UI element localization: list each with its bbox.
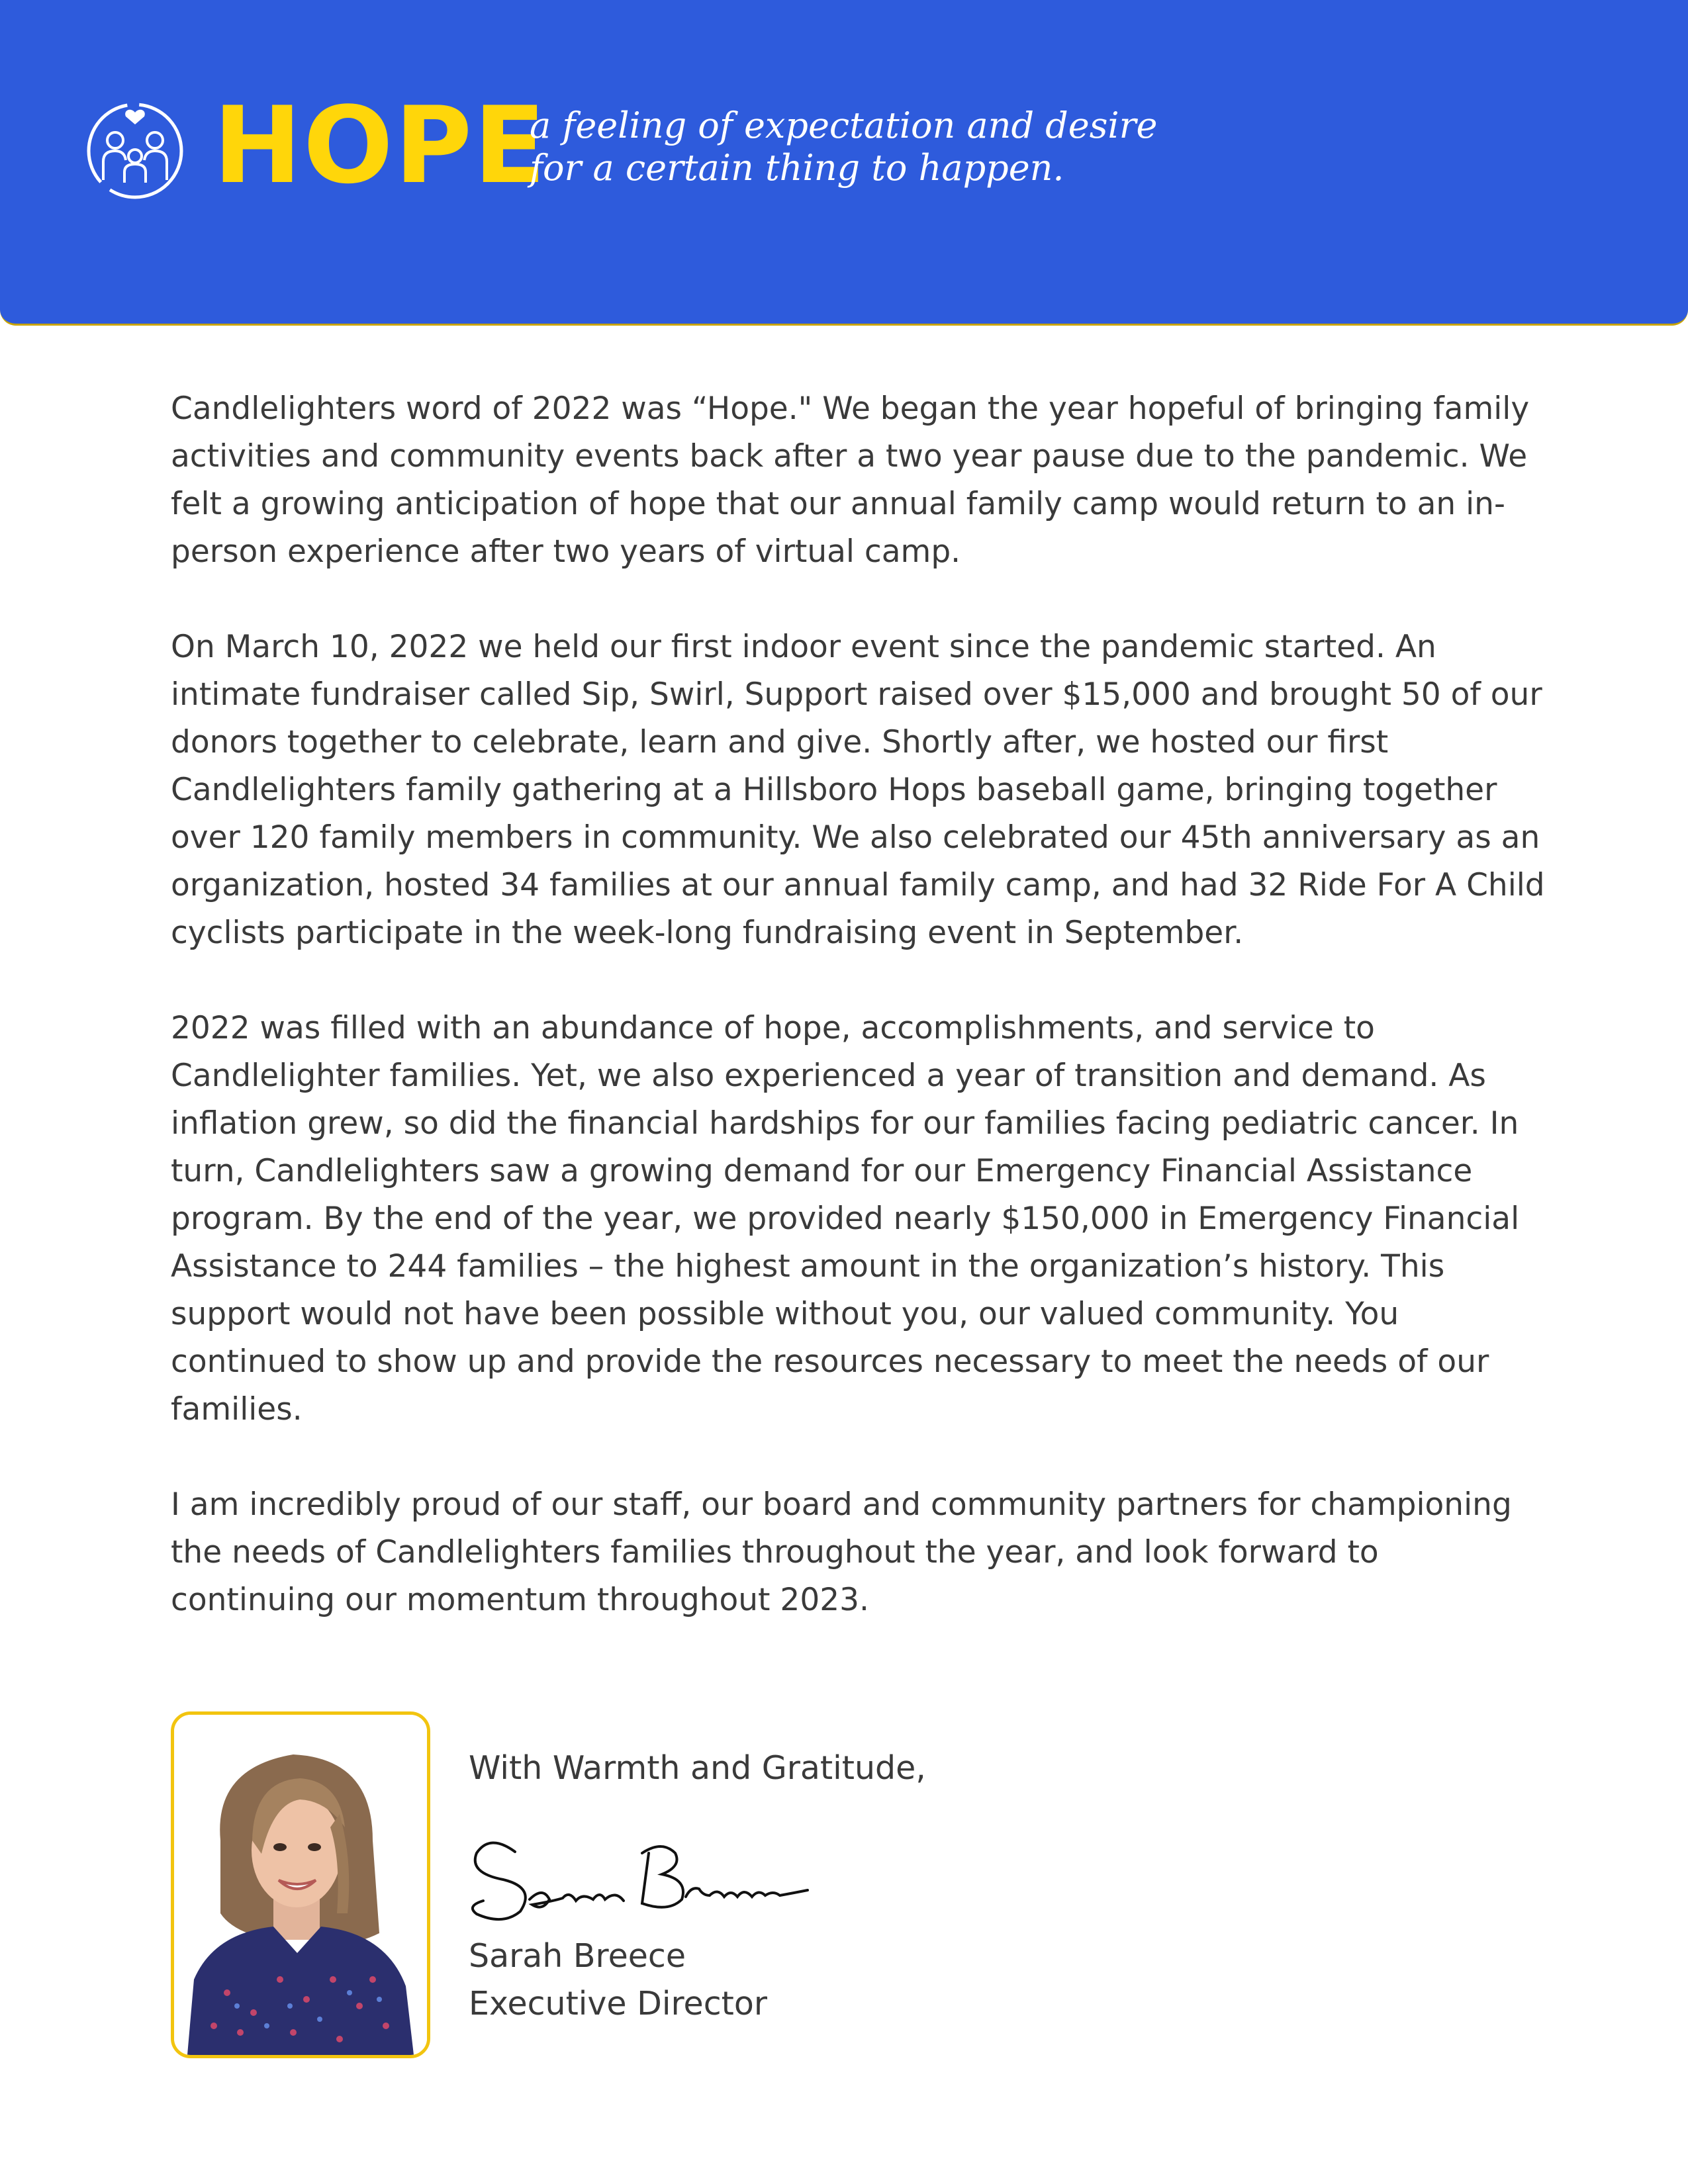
definition-line-2: for a certain thing to happen. — [530, 147, 1064, 189]
closing-line: With Warmth and Gratitude, — [469, 1749, 926, 1787]
portrait-image — [174, 1715, 427, 2055]
family-heart-icon — [82, 95, 188, 201]
paragraph-4: I am incredibly proud of our staff, our board and community partners for championing the needs of Candlelighters families throughout the year, and look forward to continuing our momentum throughout 2023. — [171, 1486, 1512, 1618]
director-photo — [171, 1711, 430, 2058]
letter-body — [171, 385, 1548, 1624]
paragraph-1: Candlelighters word of 2022 was “Hope." We began the year hopeful of bringing family activities and community events back after a two year pause due to the pandemic. We felt a growing anticipation of hope that our annual family camp would return to an in-person experience after two years of virtual camp. — [171, 390, 1530, 570]
header-title: HOPE — [213, 83, 547, 207]
definition-line-1: a feeling of expectation and desire — [530, 105, 1158, 146]
signer-title: Executive Director — [469, 1985, 767, 2023]
header-definition — [530, 105, 1324, 189]
header-banner — [0, 0, 1688, 326]
signature-image — [463, 1827, 821, 1933]
signer-name: Sarah Breece — [469, 1937, 686, 1975]
paragraph-3: 2022 was filled with an abundance of hope, accomplishments, and service to Candlelighter families. Yet, we also experienced a year of transition and demand. As inflation grew, so did the financial hardships for our families facing pediatric cancer. In turn, Candlelighters saw a growing demand for our Emergency Financial Assistance program. By the end of the year, we provided nearly $150,000 in Emergency Financial Assistance to 244 families – the highest amount in the organization’s history. This support would not have been possible without you, our valued community. You continued to show up and provide the resources necessary to meet the needs of our families. — [171, 1010, 1520, 1428]
paragraph-2: On March 10, 2022 we held our first indoor event since the pandemic started. An intimate fundraiser called Sip, Swirl, Support raised over $15,000 and brought 50 of our donors together to celebrate, learn and give. Shortly after, we hosted our first Candlelighters family gathering at a Hillsboro Hops baseball game, bringing together over 120 family members in community. We also celebrated our 45th anniversary as an organization, hosted 34 families at our annual family camp, and had 32 Ride For A Child cyclists participate in the week-long fundraising event in September. — [171, 629, 1545, 951]
